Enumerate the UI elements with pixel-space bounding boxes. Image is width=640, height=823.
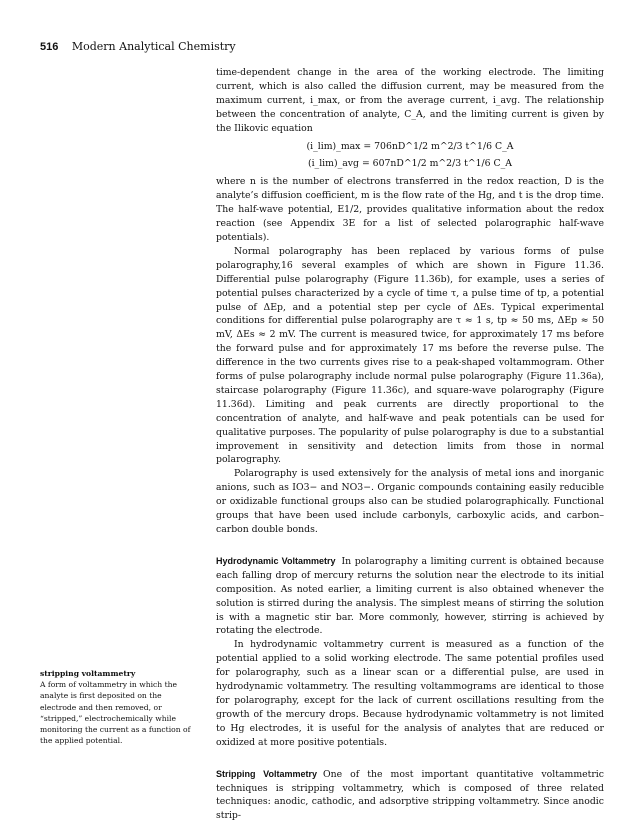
page-number: 516 [40,41,59,53]
equation-avg: (i_lim)_avg = 607nD^1/2 m^2/3 t^1/6 C_A [307,158,513,170]
paragraph: where n is the number of electrons transferred in the redox reaction, D is the analyte’s diffusion coefficient, m is the flow rate of the Hg, and t is the drop time. The half-wave potential, E1/2, provides qualitative information about the redox reaction (see Appendix 3E for a list of selected polarographic half-wave potentials). [216,176,604,243]
equation-max: (i_lim)_max = 706nD^1/2 m^2/3 t^1/6 C_A [306,140,514,152]
paragraph: time-dependent change in the area of the working electrode. The limiting current, which is also called the diffusion current, may be measured from the maximum current, i_max, or from the average current, i_avg. The relationship between the concentration of analyte, C_A, and the limiting current is given by the Ilikovic equation [216,67,604,134]
definition-text: A form of voltammetry in which the analyte is first deposited on the electrode and then removed, or “stripped,” electrochemically while monitoring the current as a function of the applied potential. [40,680,191,746]
paragraph: In polarography a limiting current is obtained because each falling drop of mercury returns the solution near the electrode to its initial composition. As noted earlier, a limiting current is also obtained whenever the solution is stirred during the analysis. The simplest means of stirring the solution is with a magnetic stir bar. More commonly, however, stirring is achieved by rotating the electrode. [216,555,605,637]
paragraph: One of the most important quantitative voltammetric techniques is stripping voltammetry, which is composed of three related techniques: anodic, cathodic, and adsorptive stripping voltammetry. Since anodic strip- [216,768,604,822]
paragraph: Normal polarography has been replaced by various forms of pulse polarography,16 several examples of which are shown in Figure 11.36. Differential pulse polarography (Figure 11.36b), for example, uses a series of potential pulses characterized by a cycle of time τ, a pulse time of tp, a potential pulse of ΔEp, and a potential step per cycle of ΔEs. Typical experimental conditions for differential pulse polarography are τ ≈ 1 s, tp ≈ 50 ms, ΔEp ≈ 50 mV, ΔEs ≈ 2 mV. The current is measured twice, for approximately 17 ms before the forward pulse and for approximately 17 ms before the reverse pulse. The difference in the two currents gives rise to a peak-shaped voltammogram. Other forms of pulse polarography include normal pulse polarography (Figure 11.36a), staircase polarography (Figure 11.36c), and square-wave polarography (Figure 11.36d). Limiting and peak currents are directly proportional to the concentration of analyte, and half-wave and peak potentials can be used for qualitative purposes. The popularity of pulse polarography is due to a substantial improvement in sensitivity and detection limits from those in normal polarography. [216,245,604,466]
section-hydrodynamic [216,555,604,638]
section-heading: Hydrodynamic Voltammetry [216,555,336,566]
section-heading: Stripping Voltammetry [216,768,317,779]
running-header [40,40,236,53]
margin-definition [40,668,200,746]
section-stripping [216,768,604,823]
main-text-column [216,66,604,823]
running-title: Modern Analytical Chemistry [71,40,236,53]
paragraph: Polarography is used extensively for the analysis of metal ions and inorganic anions, such as IO3− and NO3−. Organic compounds containing easily reducible or oxidizable functional groups also can be studied polarographically. Functional groups that have been used include carbonyls, carboxylic acids, and carbon–carbon double bonds. [216,468,604,535]
definition-term: stripping voltammetry [40,669,136,678]
paragraph: In hydrodynamic voltammetry current is measured as a function of the potential applied to a solid working electrode. The same potential profiles used for polarography, such as a linear scan or a differential pulse, are used in hydrodynamic voltammetry. The resulting voltammograms are identical to those for polarography, except for the lack of current oscillations resulting from the growth of the mercury drops. Because hydrodynamic voltammetry is not limited to Hg electrodes, it is useful for the analysis of analytes that are reduced or oxidized at more positive potentials. [216,639,604,748]
